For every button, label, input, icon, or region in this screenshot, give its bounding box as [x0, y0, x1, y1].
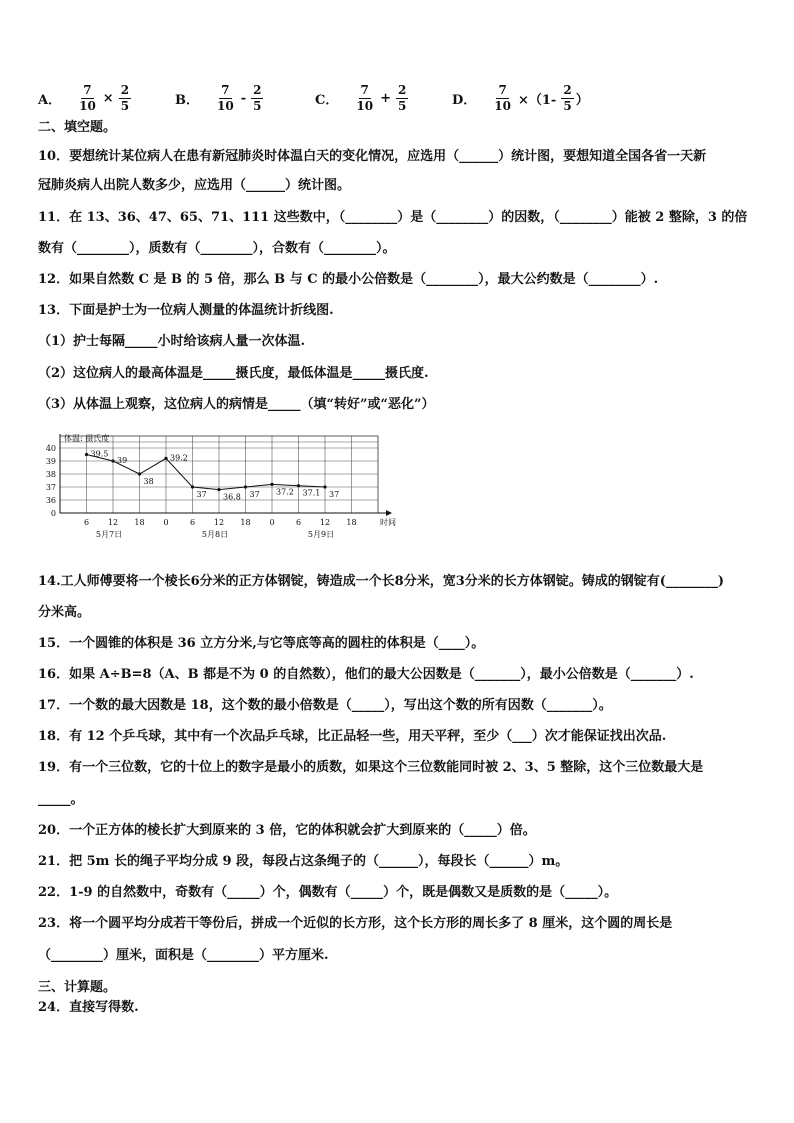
q13-sub1: （1）护士每隔_____小时给该病人量一次体温. [38, 334, 306, 349]
data-point [297, 484, 300, 487]
q13-line: 13．下面是护士为一位病人测量的体温统计折线图. [38, 303, 334, 318]
y-tick-label: 40 [45, 444, 56, 453]
section-calculation: 三、计算题。 [38, 980, 117, 995]
option-b-fraction-2: $\frac{2}{5}$ [253, 82, 262, 113]
q20-line: 20．一个正方体的棱长扩大到原来的 3 倍，它的体积就会扩大到原来的（_____）倍。 [38, 823, 536, 838]
date-label: 5月8日 [201, 530, 229, 539]
y-tick-label: 36 [45, 496, 56, 505]
option-c-operator: + [380, 90, 391, 106]
data-label: 37.1 [302, 488, 321, 498]
option-d-fraction-2: $\frac{2}{5}$ [563, 82, 572, 113]
data-label: 37 [196, 490, 207, 499]
temperature-line-chart [36, 428, 396, 558]
option-a-fraction-1: $\frac{7}{10}$ [79, 82, 96, 113]
x-tick-label: 12 [107, 518, 119, 527]
x-tick-label: 0 [269, 518, 275, 527]
option-d-operator: ×（1- [517, 92, 557, 108]
x-tick-label: 12 [319, 518, 331, 527]
option-b-operator: - [240, 90, 247, 106]
option-a[interactable] [38, 78, 133, 118]
q18-line: 18．有 12 个乒乓球，其中有一个次品乒乓球，比正品轻一些，用天平秤，至少（___）次才能保证找出次品. [38, 729, 667, 744]
q11-line-2: 数有（________），质数有（________），合数有（________）。 [38, 241, 396, 256]
y-tick-label: 39 [45, 457, 56, 466]
y-tick-label: 0 [50, 509, 56, 518]
x-tick-label: 6 [295, 518, 302, 527]
option-c[interactable] [315, 78, 410, 118]
data-label: 37 [249, 490, 260, 499]
data-point [217, 488, 220, 491]
q23-line-2: （________）厘米，面积是（________）平方厘米. [38, 948, 329, 963]
option-d-tail: ） [575, 92, 589, 108]
option-a-label: A． [38, 92, 62, 108]
data-point [111, 459, 114, 462]
data-point [323, 485, 326, 488]
y-tick-label: 37 [45, 483, 56, 492]
option-c-fraction-1: $\frac{7}{10}$ [356, 82, 374, 113]
q10-line-2: 冠肺炎病人出院人数多少，应选用（______）统计图。 [38, 178, 351, 193]
date-label: 5月7日 [95, 530, 123, 539]
y-tick-label: 38 [45, 470, 56, 479]
q24-line: 24．直接写得数. [38, 1000, 139, 1015]
x-tick-label: 0 [163, 518, 169, 527]
x-tick-label: 12 [213, 518, 225, 527]
x-tick-label: 18 [240, 518, 251, 527]
date-label: 5月9日 [307, 530, 335, 539]
q14-line-1: 14.工人师傅要将一个棱长6分米的正方体钢锭，铸造成一个长8分米，宽3分米的长方体钢锭。铸成的钢锭有(________) [38, 574, 725, 589]
data-label: 39.2 [170, 453, 188, 463]
option-d-label: D． [452, 92, 477, 108]
q17-line: 17．一个数的最大因数是 18，这个数的最小倍数是（_____），写出这个数的所有因数（_______）。 [38, 698, 612, 713]
q19-line-1: 19．有一个三位数，它的十位上的数字是最小的质数，如果这个三位数能同时被 2、3、5 整除，这个三位数最大是 [38, 760, 704, 775]
data-label: 39 [117, 456, 128, 465]
q10-line-1: 10．要想统计某位病人在患有新冠肺炎时体温白天的变化情况，应选用（______）统计图，要想知道全国各省一天新 [38, 149, 707, 164]
q16-line: 16．如果 A÷B=8（A、B 都是不为 0 的自然数），他们的最大公因数是（_______），最小公倍数是（_______）. [38, 667, 694, 682]
x-axis-arrow [386, 510, 392, 516]
x-tick-label: 18 [134, 518, 145, 527]
option-b-label: B． [175, 92, 199, 108]
q15-line: 15．一个圆锥的体积是 36 立方分米,与它等底等高的圆柱的体积是（____）。 [38, 636, 485, 651]
option-d[interactable] [452, 78, 589, 118]
data-label: 39.5 [90, 449, 109, 459]
data-label: 37.2 [276, 487, 294, 497]
options-row [38, 78, 758, 118]
y-axis-label: 体温: 摄氏度 [64, 434, 110, 443]
x-tick-label: 6 [83, 518, 90, 527]
data-point [138, 472, 141, 475]
data-label: 37 [329, 490, 340, 499]
option-b-fraction-1: $\frac{7}{10}$ [217, 82, 234, 113]
q22-line: 22．1-9 的自然数中，奇数有（_____）个，偶数有（_____）个，既是偶数又是质数的是（_____）。 [38, 885, 618, 900]
data-label: 36.8 [223, 492, 241, 502]
q12-line: 12．如果自然数 C 是 B 的 5 倍，那么 B 与 C 的最小公倍数是（________），最大公约数是（________）. [38, 272, 659, 287]
q13-sub2: （2）这位病人的最高体温是_____摄氏度，最低体温是_____摄氏度. [38, 366, 429, 381]
q11-line-1: 11．在 13、36、47、65、71、111 这些数中，（________）是（________）的因数，（________）能被 2 整除，3 的倍 [38, 210, 748, 225]
data-label: 38 [143, 477, 154, 486]
option-b[interactable] [175, 78, 265, 118]
data-point [85, 453, 88, 456]
option-c-label: C． [315, 92, 339, 108]
x-tick-label: 6 [189, 518, 196, 527]
q19-line-2: _____。 [38, 792, 84, 807]
option-a-fraction-2: $\frac{2}{5}$ [120, 82, 130, 113]
data-point [270, 483, 273, 486]
data-point [191, 485, 194, 488]
section-fill-blank: 二、填空题。 [38, 120, 117, 135]
option-a-operator: × [102, 90, 114, 106]
q23-line-1: 23．将一个圆平均分成若干等份后，拼成一个近似的长方形，这个长方形的周长多了 8 厘米，这个圆的周长是 [38, 916, 673, 931]
x-tick-label: 18 [346, 518, 357, 527]
q14-line-2: 分米高。 [38, 605, 91, 620]
option-c-fraction-2: $\frac{2}{5}$ [397, 82, 407, 113]
x-axis-label: 时间 [380, 518, 396, 527]
option-d-fraction-1: $\frac{7}{10}$ [494, 82, 511, 113]
q13-sub3: （3）从体温上观察，这位病人的病情是_____（填“转好”或“恶化”） [38, 397, 435, 412]
data-point [164, 457, 167, 460]
q21-line: 21．把 5m 长的绳子平均分成 9 段，每段占这条绳子的（______），每段长（______）m。 [38, 854, 569, 869]
data-point [244, 485, 247, 488]
